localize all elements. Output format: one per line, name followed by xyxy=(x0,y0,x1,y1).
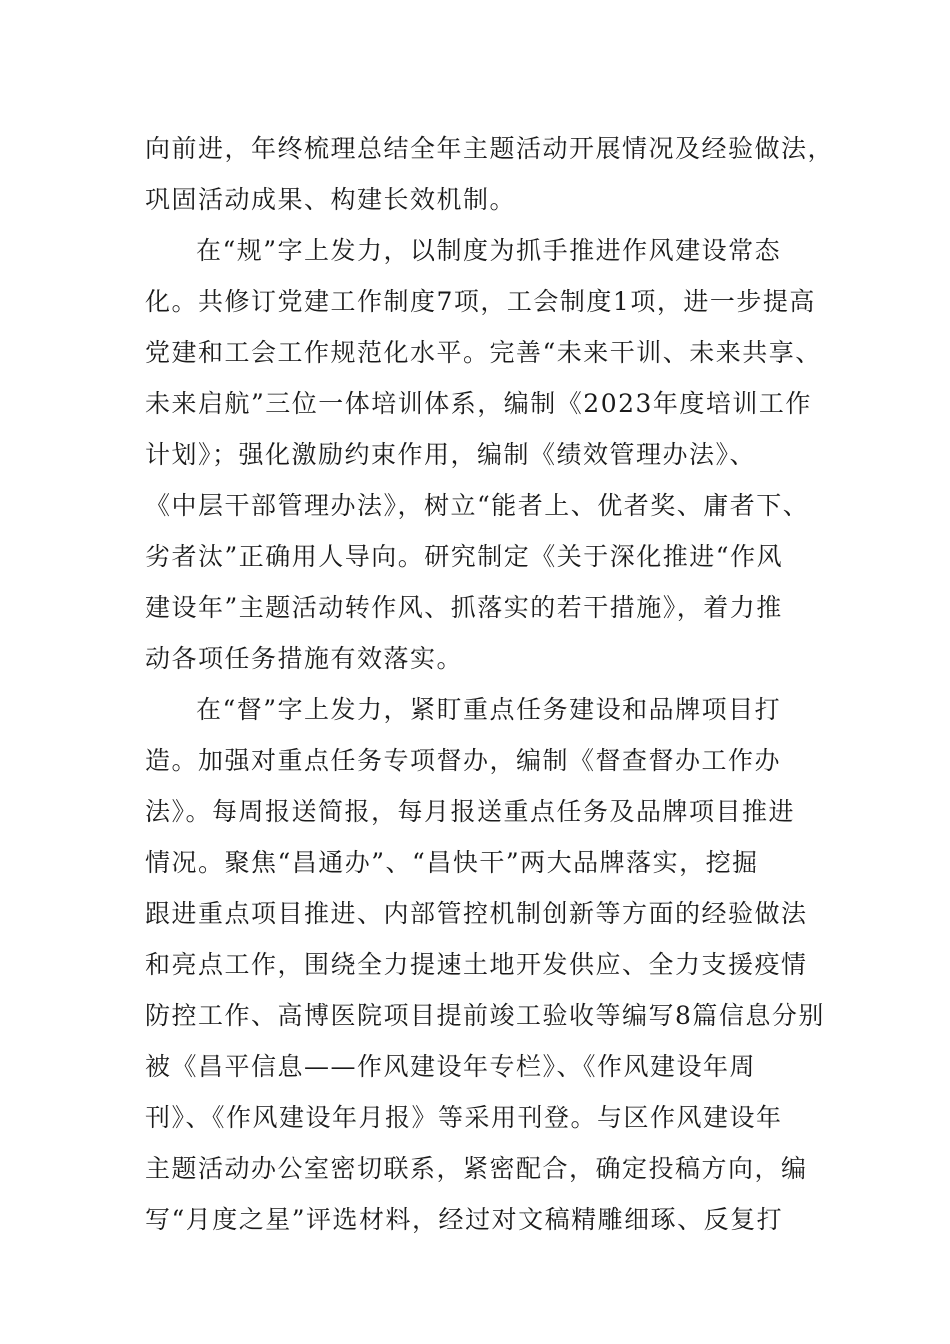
text-line: 《中层干部管理办法》，树立“能者上、优者奖、庸者下、 xyxy=(145,491,810,520)
paragraph-start-line: 在“督”字上发力，紧盯重点任务建设和品牌项目打 xyxy=(196,695,782,724)
text-line: 主题活动办公室密切联系，紧密配合，确定投稿方向，编 xyxy=(145,1154,808,1183)
text-line: 防控工作、高博医院项目提前竣工验收等编写8篇信息分别 xyxy=(145,1001,825,1030)
text-line: 被《昌平信息——作风建设年专栏》、《作风建设年周 xyxy=(145,1052,757,1081)
text-line: 巩固活动成果、构建长效机制。 xyxy=(145,185,517,214)
text-line: 化。共修订党建工作制度7项，工会制度1项，进一步提高 xyxy=(145,287,816,316)
text-line: 写“月度之星”评选材料，经过对文稿精雕细琢、反复打 xyxy=(145,1205,784,1234)
text-line: 劣者汰”正确用人导向。研究制定《关于深化推进“作风 xyxy=(145,542,784,571)
text-line: 法》。每周报送简报，每月报送重点任务及品牌项目推进 xyxy=(145,797,796,826)
text-line: 向前进，年终梳理总结全年主题活动开展情况及经验做法， xyxy=(145,134,835,163)
text-line: 造。加强对重点任务专项督办，编制《督查督办工作办 xyxy=(145,746,782,775)
text-line: 计划》；强化激励约束作用，编制《绩效管理办法》、 xyxy=(145,440,757,469)
text-line: 建设年”主题活动转作风、抓落实的若干措施》，着力推 xyxy=(145,593,783,622)
text-line: 刊》、《作风建设年月报》等采用刊登。与区作风建设年 xyxy=(145,1103,783,1132)
text-line: 未来启航”三位一体培训体系，编制《2023年度培训工作 xyxy=(145,389,812,418)
text-line: 情况。聚焦“昌通办”、“昌快干”两大品牌落实，挖掘 xyxy=(145,848,759,877)
text-line: 党建和工会工作规范化水平。完善“未来干训、未来共享、 xyxy=(145,338,822,367)
text-line: 动各项任务措施有效落实。 xyxy=(145,644,464,673)
paragraph-start-line: 在“规”字上发力，以制度为抓手推进作风建设常态 xyxy=(196,236,782,265)
text-line: 跟进重点项目推进、内部管控机制创新等方面的经验做法 xyxy=(145,899,808,928)
text-line: 和亮点工作，围绕全力提速土地开发供应、全力支援疫情 xyxy=(145,950,808,979)
